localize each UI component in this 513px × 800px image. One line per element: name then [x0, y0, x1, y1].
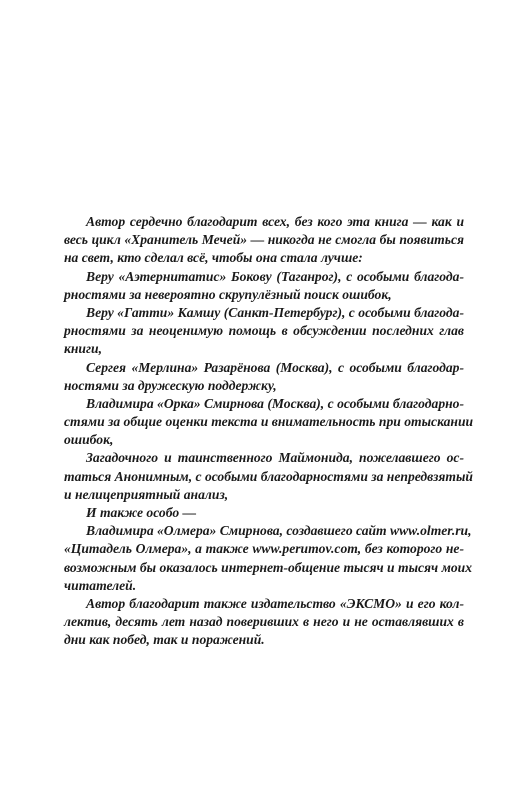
- ack-line: И также особо —: [86, 505, 197, 520]
- ack-line: Загадочного и таинственного Маймонида, пожелавшего ос-: [86, 450, 464, 466]
- ack-line: Веру «Гатти» Камшу (Санкт-Петербург), с особыми благода-: [86, 304, 464, 320]
- ack-line: стями за общие оценки текста и внимательность при отыскании: [64, 414, 474, 430]
- ack-line: лектив, десять лет назад поверивших в него и не оставлявших в: [64, 614, 464, 630]
- ack-line: и нелицеприятный анализ,: [64, 486, 229, 502]
- ack-line: ошибок,: [64, 432, 114, 448]
- ack-line: рностями за невероятно скрупулёзный поиск ошибок,: [64, 286, 392, 302]
- ack-line: читателей.: [64, 577, 137, 593]
- ack-line: таться Анонимным, с особыми благодарностями за непредвзятый: [64, 468, 473, 484]
- ack-line: рностями за неоценимую помощь в обсуждении последних глав: [64, 323, 464, 339]
- ack-line: дни как побед, так и поражений.: [64, 632, 265, 648]
- ack-line: «Цитадель Олмера», а также www.perumov.com, без которого не-: [64, 541, 464, 557]
- ack-line: Сергея «Мерлина» Разарёнова (Москва), с особыми благодар-: [86, 359, 464, 375]
- ack-line: книги,: [64, 341, 102, 357]
- ack-line: Веру «Аэтернитатис» Бокову (Таганрог), с особыми благода-: [86, 268, 464, 284]
- ack-line: возможным бы оказалось интернет-общение тысяч и тысяч моих: [64, 559, 473, 575]
- acknowledgements-block: [64, 213, 474, 650]
- ack-line: весь цикл «Хранитель Мечей» — никогда не смогла бы появиться: [64, 232, 464, 248]
- ack-line: на свет, кто сделал всё, чтобы она стала лучше:: [64, 250, 363, 266]
- ack-line: ностями за дружескую поддержку,: [64, 377, 277, 393]
- ack-line: Владимира «Олмера» Смирнова, создавшего сайт www.olmer.ru,: [86, 523, 472, 539]
- ack-line: Автор сердечно благодарит всех, без кого эта книга — как и: [86, 214, 464, 229]
- ack-line: Владимира «Орка» Смирнова (Москва), с особыми благодарно-: [86, 395, 464, 411]
- ack-line: Автор благодарит также издательство «ЭКСМО» и его кол-: [86, 595, 464, 611]
